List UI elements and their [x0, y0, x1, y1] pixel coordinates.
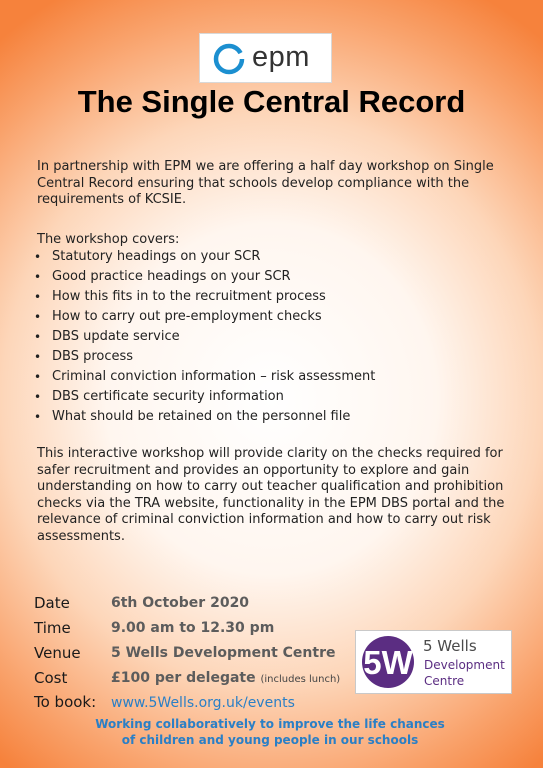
page-title: The Single Central Record — [77, 84, 466, 119]
cost-note: (includes lunch) — [260, 674, 341, 685]
list-item: • How this fits in to the recruitment process — [34, 289, 375, 309]
list-item: • DBS update service — [34, 329, 375, 349]
list-item: • Criminal conviction information – risk assessment — [34, 369, 375, 389]
epm-ring-icon — [212, 42, 246, 76]
venue-label: Venue — [34, 644, 81, 662]
date-value: 6th October 2020 — [111, 595, 250, 611]
list-item: • What should be retained on the personnel file — [34, 409, 375, 429]
cost-value — [111, 670, 340, 686]
tagline-line-2: of children and young people in our schools — [121, 733, 419, 747]
topics-list — [34, 249, 375, 429]
epm-logo — [199, 33, 332, 83]
fivewells-mark: 5W — [363, 644, 413, 681]
venue-value: 5 Wells Development Centre — [111, 645, 336, 661]
epm-logo-text: epm — [252, 41, 310, 73]
list-item: • Good practice headings on your SCR — [34, 269, 375, 289]
tagline-line-1: Working collaboratively to improve the life chances — [95, 717, 445, 731]
list-item: • DBS process — [34, 349, 375, 369]
summary-paragraph: This interactive workshop will provide clarity on the checks required for safer recruitment and provides an opportunity to explore and gain understanding on how to carry out teacher qualification and prohibition checks via the TRA website, functionality in the EPM DBS portal and the relevance of criminal conviction information and how to carry out risk assessments. — [37, 446, 505, 544]
fivewells-badge-icon — [358, 633, 420, 691]
tagline — [60, 716, 480, 748]
list-item: • How to carry out pre-employment checks — [34, 309, 375, 329]
time-value: 9.00 am to 12.30 pm — [111, 620, 275, 636]
time-label: Time — [34, 619, 71, 637]
cost-amount: £100 per delegate — [111, 670, 256, 686]
intro-paragraph: In partnership with EPM we are offering a half day workshop on Single Central Record ensuring that schools develop compliance with the requirements of KCSIE. — [37, 159, 494, 207]
fivewells-subtitle-2: Centre — [424, 674, 465, 688]
list-item: • DBS certificate security information — [34, 389, 375, 409]
fivewells-logo — [355, 630, 512, 694]
booking-link[interactable]: www.5Wells.org.uk/events — [111, 695, 295, 711]
date-label: Date — [34, 594, 70, 612]
covers-heading: The workshop covers: — [37, 232, 180, 247]
cost-label: Cost — [34, 669, 68, 687]
fivewells-subtitle-1: Development — [424, 658, 505, 672]
book-label: To book: — [34, 693, 97, 711]
list-item: • Statutory headings on your SCR — [34, 249, 375, 269]
fivewells-name: 5 Wells — [423, 637, 477, 655]
